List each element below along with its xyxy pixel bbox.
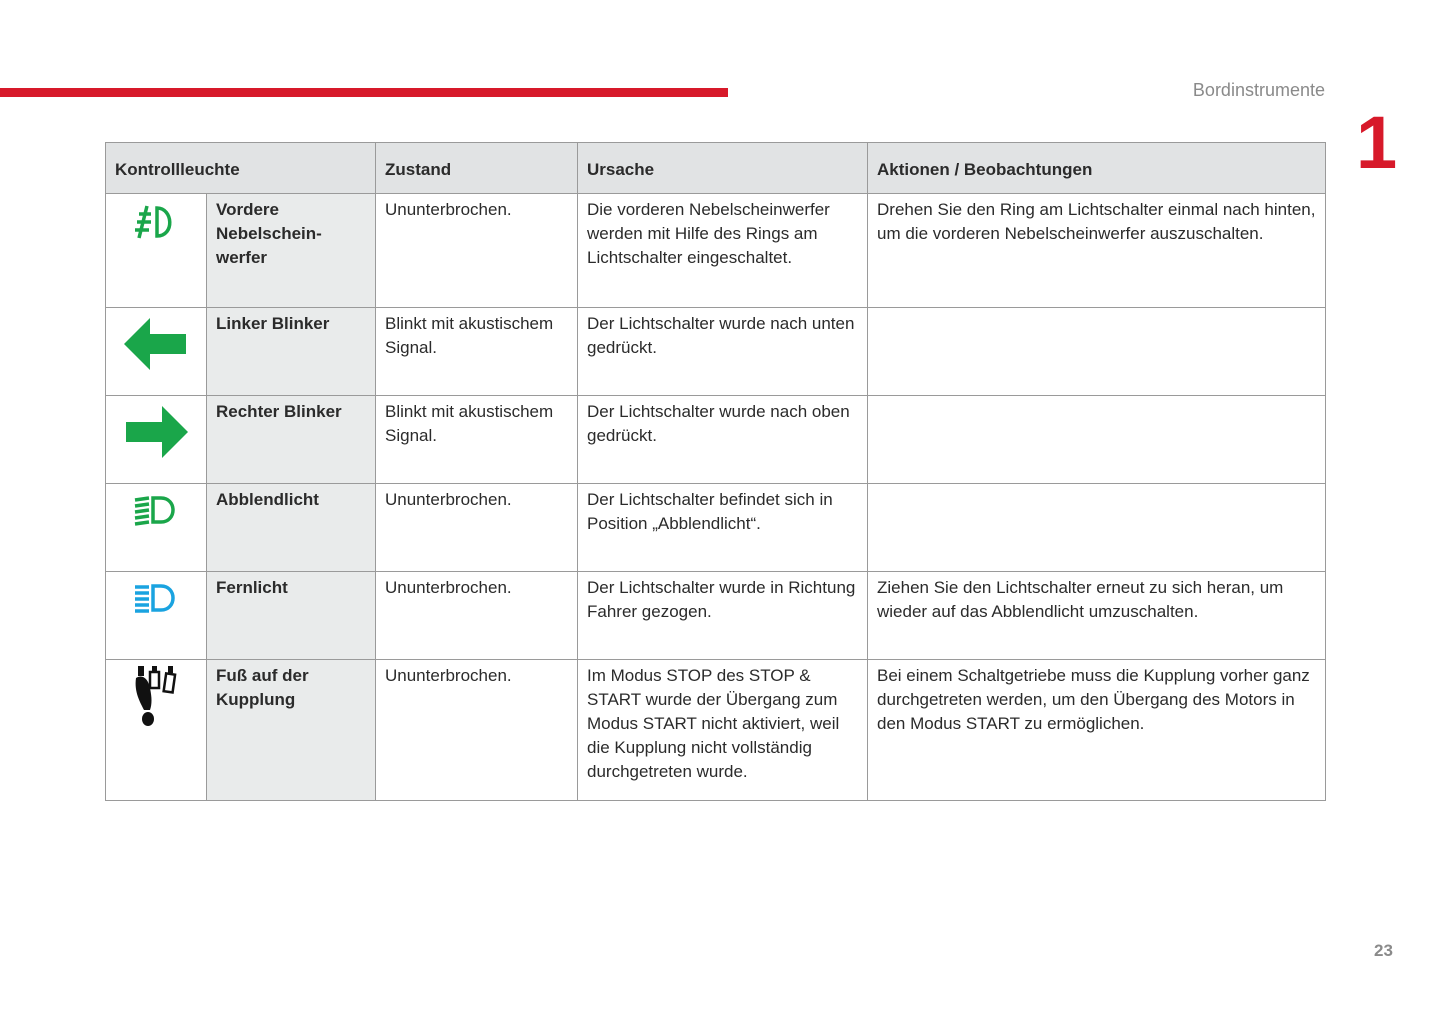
section-title: Bordinstrumente: [1192, 80, 1325, 100]
state-cell: Ununterbrochen.: [376, 572, 578, 660]
cause-cell: Der Lichtschalter befindet sich in Position „Abblendlicht“.: [578, 484, 868, 572]
light-label: Linker Blinker: [207, 308, 376, 396]
light-label: Abblendlicht: [207, 484, 376, 572]
light-label: Rechter Blinker: [207, 396, 376, 484]
table-row: [106, 308, 1326, 396]
red-header-bar: [0, 88, 728, 97]
light-label: Fuß auf der Kupplung: [207, 660, 376, 801]
action-cell: Bei einem Schaltgetriebe muss die Kupplung vorher ganz durchgetreten werden, um den Übergang des Motors in den Modus START zu ermöglichen.: [868, 660, 1326, 801]
state-cell: Ununterbrochen.: [376, 484, 578, 572]
action-cell: Drehen Sie den Ring am Lichtschalter einmal nach hinten, um die vorderen Nebelscheinwerfer auszuschalten.: [868, 194, 1326, 308]
col-header: Kontrollleuchte: [106, 143, 376, 194]
chapter-number: 1: [1356, 101, 1398, 184]
left-turn-arrow-icon: [124, 316, 188, 372]
warning-lights-table: [105, 142, 1326, 801]
cause-cell: Im Modus STOP des STOP & START wurde der Übergang zum Modus START nicht aktiviert, weil die Kupplung nicht vollständig durchgetreten wurde.: [578, 660, 868, 801]
dipped-beam-icon: [131, 492, 181, 528]
action-cell: [868, 396, 1326, 484]
table-row: [106, 660, 1326, 801]
page-number: 23: [1374, 941, 1393, 960]
col-header: Aktionen / Beobachtungen: [868, 143, 1326, 194]
table-row: [106, 484, 1326, 572]
state-cell: Blinkt mit akustischem Signal.: [376, 396, 578, 484]
cause-cell: Die vorderen Nebelscheinwerfer werden mit Hilfe des Rings am Lichtschalter eingeschaltet.: [578, 194, 868, 308]
cause-cell: Der Lichtschalter wurde nach oben gedrückt.: [578, 396, 868, 484]
cause-cell: Der Lichtschalter wurde nach unten gedrückt.: [578, 308, 868, 396]
front-fog-light-icon: [131, 202, 181, 242]
action-cell: [868, 308, 1326, 396]
state-cell: Blinkt mit akustischem Signal.: [376, 308, 578, 396]
table-header: [106, 143, 1326, 194]
cause-cell: Der Lichtschalter wurde in Richtung Fahrer gezogen.: [578, 572, 868, 660]
col-header: Ursache: [578, 143, 868, 194]
col-header: Zustand: [376, 143, 578, 194]
action-cell: [868, 484, 1326, 572]
light-label: Fernlicht: [207, 572, 376, 660]
table-row: [106, 396, 1326, 484]
foot-on-clutch-icon: [130, 664, 182, 728]
action-cell: Ziehen Sie den Lichtschalter erneut zu sich heran, um wieder auf das Abblendlicht umzuschalten.: [868, 572, 1326, 660]
main-beam-icon: [131, 580, 181, 616]
right-turn-arrow-icon: [124, 404, 188, 460]
light-label: Vordere Nebelschein-werfer: [207, 194, 376, 308]
table-row: [106, 194, 1326, 308]
state-cell: Ununterbrochen.: [376, 194, 578, 308]
table-row: [106, 572, 1326, 660]
state-cell: Ununterbrochen.: [376, 660, 578, 801]
